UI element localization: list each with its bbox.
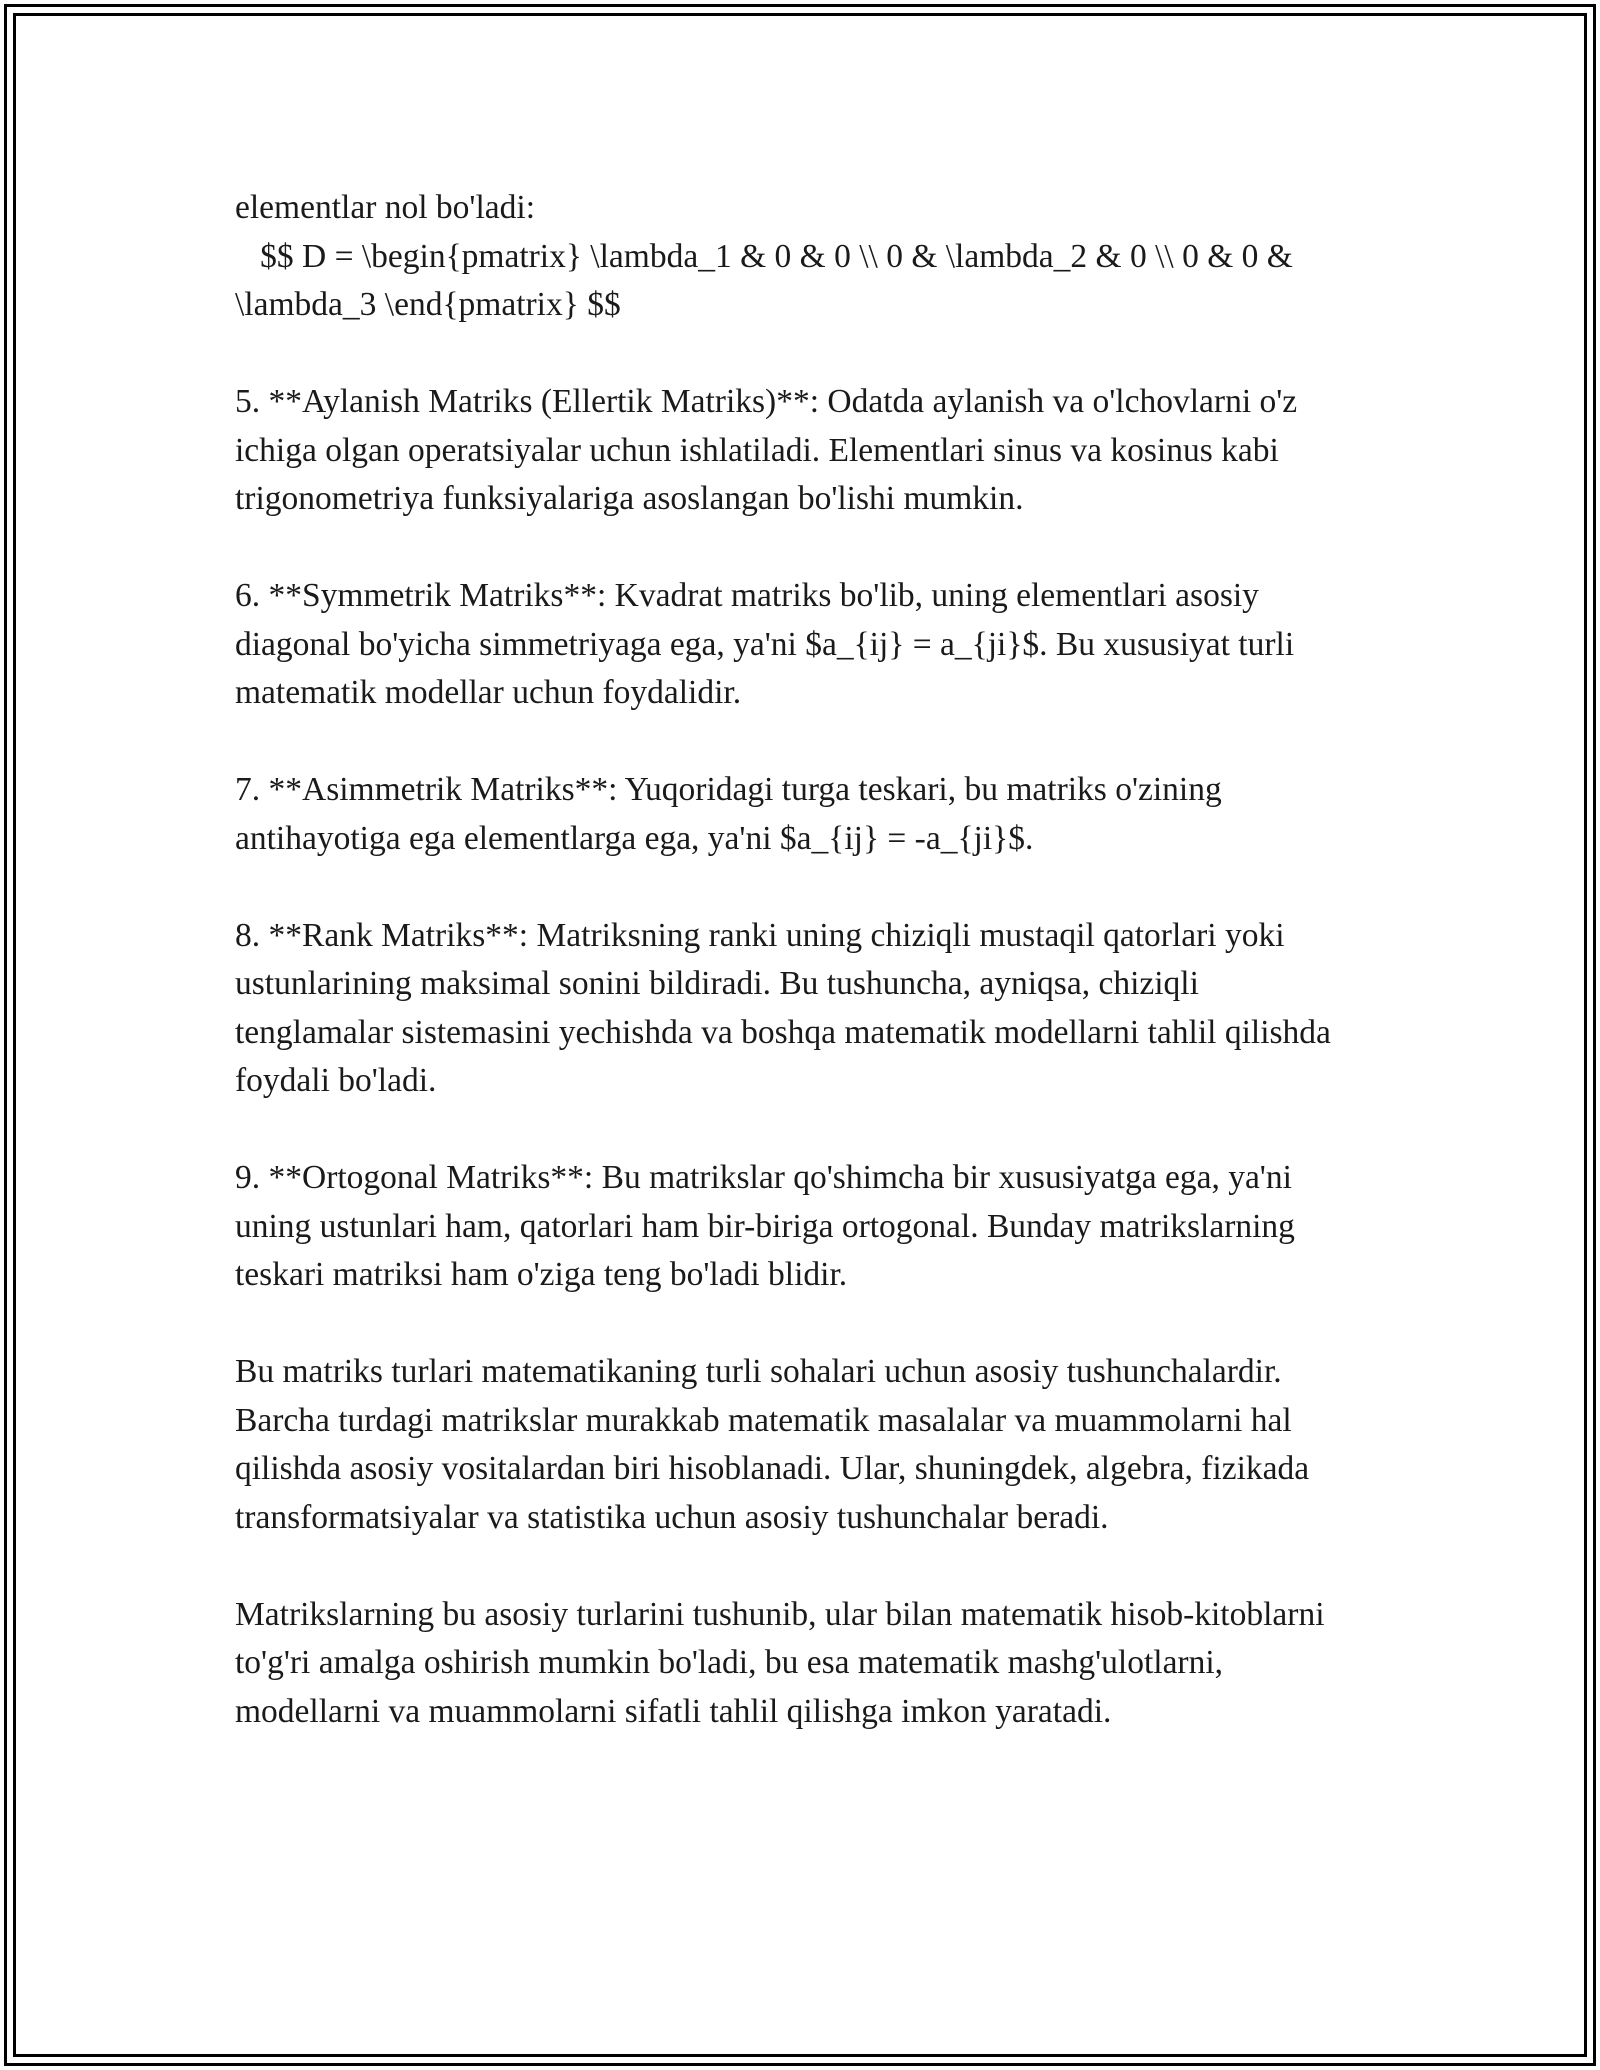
paragraph-conclusion: Matrikslarning bu asosiy turlarini tushunib, ular bilan matematik hisob-kitoblarni to'g'ri amalga oshirish mumkin bo'ladi, bu esa matematik mashg'ulotlarni, modellarni va muammolarni sifatli tahlil qilishga imkon yaratadi.: [235, 1595, 1333, 1730]
paragraph-diagonal-matrix: elementlar nol bo'ladi: $$ D = \begin{pmatrix} \lambda_1 & 0 & 0 \\ 0 & \lambda_2 & 0 \\ 0 & 0 & \lambda_3 \end{pmatrix} $$: [235, 189, 1293, 323]
paragraph-asymmetric-matrix: 7. **Asimmetrik Matriks**: Yuqoridagi turga teskari, bu matriks o'zining antihayotiga ega elementlarga ega, ya'ni $a_{ij} = -a_{ji}$.: [235, 771, 1231, 857]
paragraph-symmetric-matrix: 6. **Symmetrik Matriks**: Kvadrat matriks bo'lib, uning elementlari asosiy diagonal bo'yicha simmetriyaga ega, ya'ni $a_{ij} = a_{ji}$. Bu xususiyat turli matematik modellar uchun foydalidir.: [235, 577, 1303, 711]
document-body: [235, 184, 1365, 1736]
paragraph-orthogonal-matrix: 9. **Ortogonal Matriks**: Bu matrikslar qo'shimcha bir xususiyatga ega, ya'ni uning ustunlari ham, qatorlari ham bir-biriga ortogonal. Bunday matrikslarning teskari matriksi ham o'ziga teng bo'ladi blidir.: [235, 1159, 1304, 1293]
paragraph-rank-matrix: 8. **Rank Matriks**: Matriksning ranki uning chiziqli mustaqil qatorlari yoki ustunlarining maksimal sonini bildiradi. Bu tushuncha, ayniqsa, chiziqli tenglamalar sistemasini yechishda va boshqa matematik modellarni tahlil qilishda foydali bo'ladi.: [235, 916, 1340, 1099]
paragraph-rotation-matrix: 5. **Aylanish Matriks (Ellertik Matriks)**: Odatda aylanish va o'lchovlarni o'z ichiga olgan operatsiyalar uchun ishlatiladi. Elementlari sinus va kosinus kabi trigonometriya funksiyalariga asoslangan bo'lishi mumkin.: [235, 383, 1306, 517]
paragraph-summary: Bu matriks turlari matematikaning turli sohalari uchun asosiy tushunchalardir. Barcha turdagi matrikslar murakkab matematik masalalar va muammolarni hal qilishda asosiy vositalardan biri hisoblanadi. Ular, shuningdek, algebra, fizikada transformatsiyalar va statistika uchun asosiy tushunchalar beradi.: [235, 1353, 1318, 1536]
